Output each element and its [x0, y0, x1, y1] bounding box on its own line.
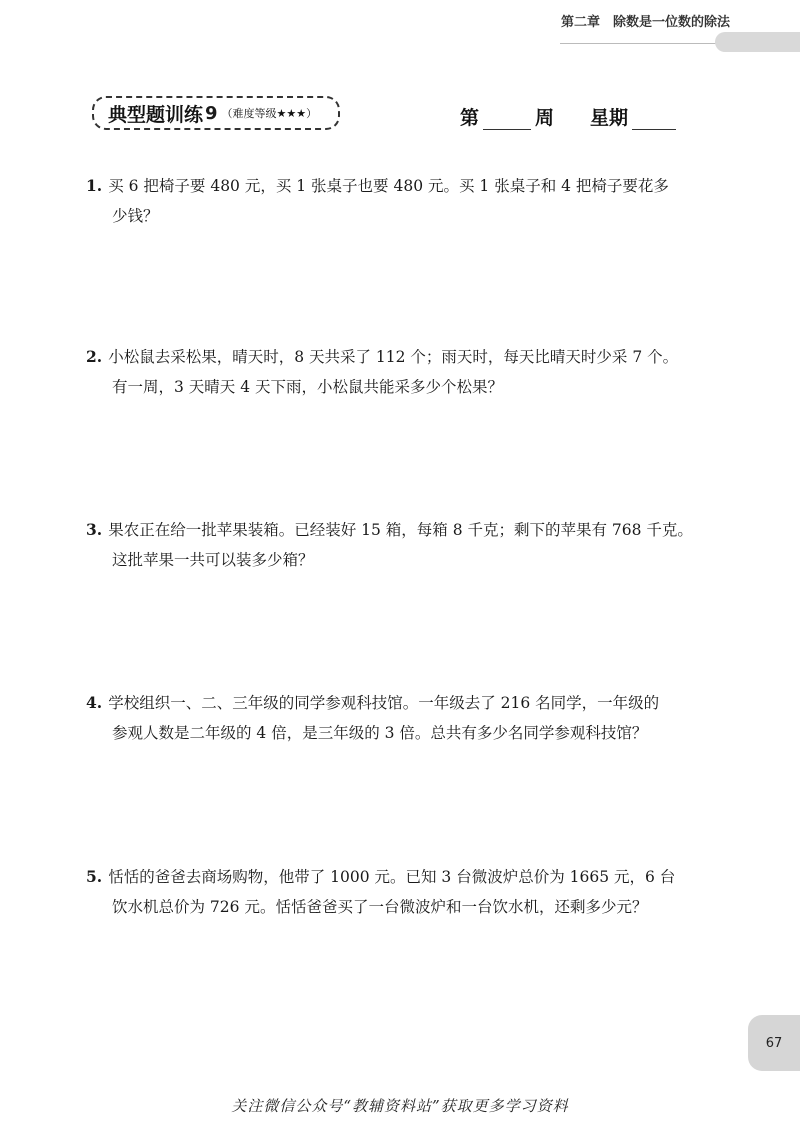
week-prefix: 第: [460, 107, 480, 129]
chapter-header: [550, 0, 800, 52]
question-3: [86, 515, 726, 575]
question-number: 2.: [86, 347, 103, 366]
question-2: [86, 342, 726, 402]
question-text: 学校组织一、二、三年级的同学参观科技馆。一年级去了 216 名同学，一年级的: [108, 694, 660, 712]
footer-note: 关注微信公众号“教辅资料站”获取更多学习资料: [231, 1097, 569, 1115]
weekday-blank[interactable]: [632, 105, 676, 130]
question-1: [86, 171, 726, 231]
page-number: 67: [748, 1015, 800, 1071]
question-number: 1.: [86, 176, 103, 195]
chapter-title: 第二章 除数是一位数的除法: [560, 15, 730, 30]
question-text: 恬恬的爸爸去商场购物，他带了 1000 元。已知 3 台微波炉总价为 1665 元，6 台: [108, 868, 676, 886]
question-text-cont: 这批苹果一共可以装多少箱？: [112, 551, 314, 569]
week-suffix: 周: [535, 107, 555, 129]
week-blank[interactable]: [483, 105, 531, 130]
question-text-cont: 饮水机总价为 726 元。恬恬爸爸买了一台微波炉和一台饮水机，还剩多少元？: [112, 898, 648, 916]
question-number: 4.: [86, 693, 103, 712]
question-4: [86, 688, 726, 748]
question-text-cont: 参观人数是二年级的 4 倍，是三年级的 3 倍。总共有多少名同学参观科技馆？: [112, 724, 648, 742]
question-text-cont: 有一周，3 天晴天 4 天下雨，小松鼠共能采多少个松果？: [112, 378, 504, 396]
section-number: 9: [205, 102, 218, 124]
question-text: 小松鼠去采松果，晴天时，8 天共采了 112 个；雨天时，每天比晴天时少采 7 个。: [108, 348, 679, 366]
question-number: 3.: [86, 520, 103, 539]
question-text: 买 6 把椅子要 480 元，买 1 张桌子也要 480 元。买 1 张桌子和 4 把椅子要花多: [108, 177, 669, 195]
weekday-label: 星期: [590, 107, 629, 129]
difficulty-rating: （难度等级★★★）: [221, 107, 318, 120]
question-number: 5.: [86, 867, 103, 886]
question-text: 果农正在给一批苹果装箱。已经装好 15 箱，每箱 8 千克；剩下的苹果有 768 千克。: [108, 521, 693, 539]
question-text-cont: 少钱？: [112, 207, 159, 225]
section-title-box: [92, 96, 340, 130]
chapter-tab-decoration: [715, 32, 800, 52]
question-5: [86, 862, 726, 922]
schedule-fields: [460, 100, 676, 130]
header-divider: [560, 43, 720, 44]
section-title: 典型题训练: [108, 103, 204, 126]
